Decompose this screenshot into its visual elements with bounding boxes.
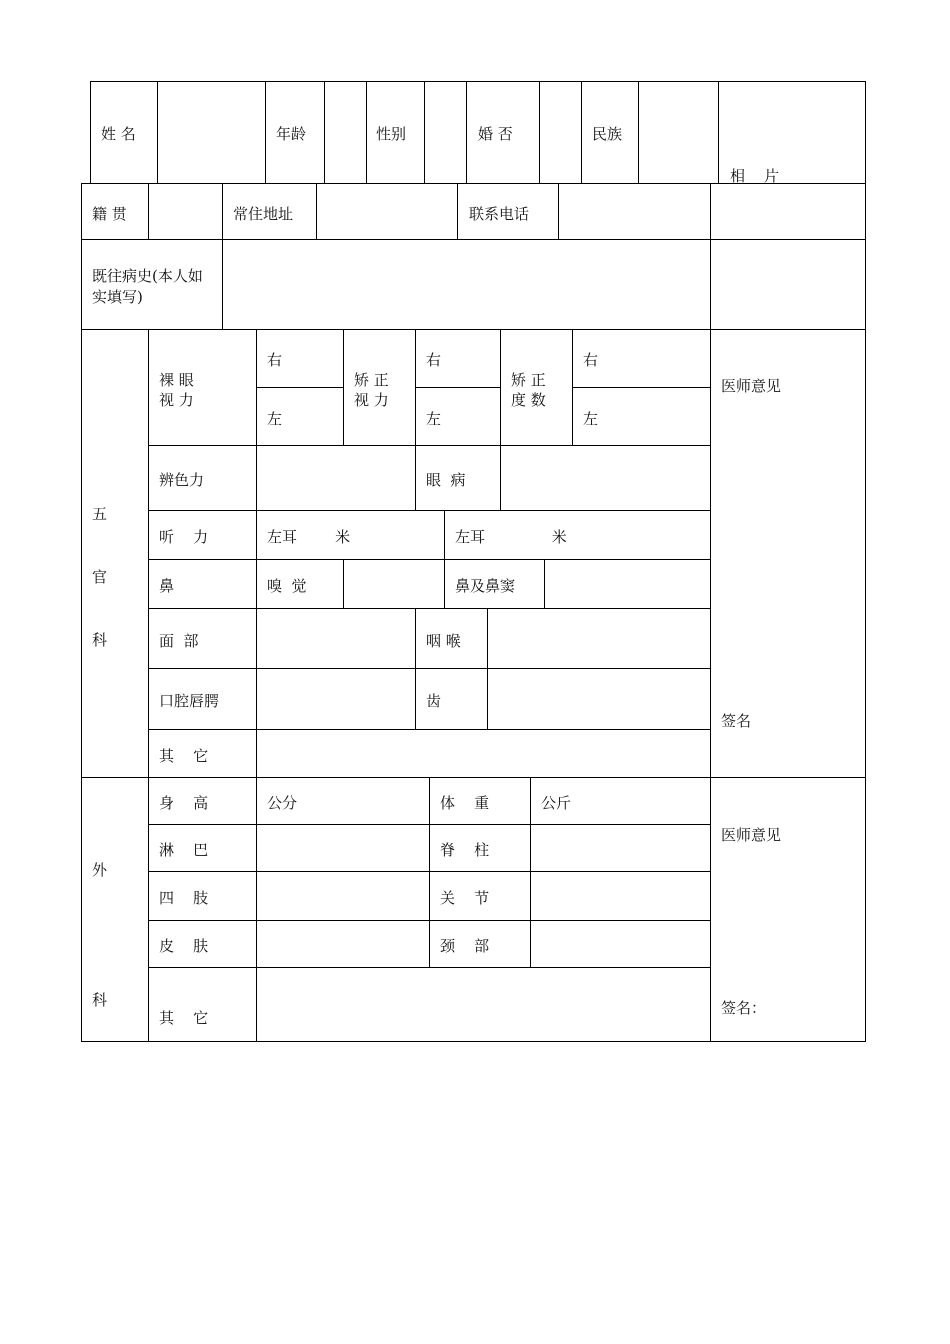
ent-other-label: 其 它: [159, 747, 209, 765]
hearing-left-ear-1: 左耳 米: [267, 528, 351, 546]
correction-degree-label-line2: 度 数: [511, 391, 546, 409]
eye-disease-label: 眼 病: [426, 471, 466, 489]
teeth-label: 齿: [426, 692, 442, 710]
color-vision-value-cell[interactable]: [256, 445, 416, 511]
oral-value-cell[interactable]: [256, 668, 416, 730]
smell-label: 嗅 觉: [267, 577, 307, 595]
color-vision-label: 辨色力: [159, 471, 205, 489]
spine-label: 脊 柱: [440, 841, 490, 859]
surgery-doctor-opinion-label: 医师意见: [721, 826, 782, 844]
naked-vision-label-line1: 裸 眼: [159, 371, 194, 389]
hearing-left-ear-2: 左耳 米: [455, 528, 567, 546]
history-label-line1: 既往病史(本人如: [92, 267, 203, 285]
neck-label: 颈 部: [440, 937, 490, 955]
teeth-value-cell[interactable]: [487, 668, 711, 730]
photo-extension-cell-1: [710, 183, 866, 240]
address-value-cell[interactable]: [316, 183, 458, 240]
throat-value-cell[interactable]: [487, 608, 711, 669]
nasal-sinus-label: 鼻及鼻窦: [455, 577, 516, 595]
photo-label: 相 片: [730, 167, 780, 185]
native-place-value-cell[interactable]: [148, 183, 223, 240]
corrected-vision-label-line1: 矫 正: [354, 371, 389, 389]
joints-label: 关 节: [440, 889, 490, 907]
correction-degree-label-line1: 矫 正: [511, 371, 546, 389]
ent-signature-label: 签名: [721, 712, 752, 730]
history-value-cell[interactable]: [222, 239, 711, 330]
ent-other-value-cell[interactable]: [256, 729, 711, 778]
throat-label: 咽 喉: [426, 632, 461, 650]
joints-value-cell[interactable]: [530, 871, 711, 921]
surgery-other-value-cell[interactable]: [256, 967, 711, 1042]
lymph-value-cell[interactable]: [256, 824, 430, 872]
nose-label: 鼻: [159, 577, 175, 595]
ent-section-char-3: 科: [92, 631, 108, 649]
limbs-value-cell[interactable]: [256, 871, 430, 921]
name-value-cell[interactable]: [157, 81, 266, 184]
height-label: 身 高: [159, 794, 209, 812]
neck-value-cell[interactable]: [530, 920, 711, 968]
limbs-label: 四 肢: [159, 889, 209, 907]
weight-unit: 公斤: [541, 794, 572, 812]
ethnicity-value-cell[interactable]: [638, 81, 719, 184]
weight-label: 体 重: [440, 794, 490, 812]
smell-value-cell[interactable]: [343, 559, 445, 609]
corrected-vision-label-line2: 视 力: [354, 391, 389, 409]
ethnicity-label: 民族: [592, 125, 623, 143]
naked-vision-left-label: 左: [267, 410, 283, 428]
ent-section-char-1: 五: [92, 505, 108, 523]
gender-label: 性别: [376, 125, 407, 143]
surgery-section-char-1: 外: [92, 861, 108, 879]
correction-degree-left-label: 左: [583, 410, 599, 428]
phone-value-cell[interactable]: [558, 183, 711, 240]
naked-vision-label-line2: 视 力: [159, 391, 194, 409]
ent-section-cell: [81, 329, 149, 778]
eye-disease-value-cell[interactable]: [500, 445, 711, 511]
height-unit: 公分: [267, 794, 298, 812]
age-label: 年龄: [276, 125, 307, 143]
native-place-label: 籍 贯: [92, 205, 127, 223]
skin-value-cell[interactable]: [256, 920, 430, 968]
surgery-other-label-cell: [148, 967, 257, 1042]
correction-degree-right-label: 右: [583, 351, 599, 369]
surgery-section-char-2: 科: [92, 991, 108, 1009]
corrected-vision-right-label: 右: [426, 351, 442, 369]
skin-label: 皮 肤: [159, 937, 209, 955]
naked-vision-right-label: 右: [267, 351, 283, 369]
marital-label: 婚 否: [478, 125, 513, 143]
age-value-cell[interactable]: [324, 81, 367, 184]
phone-label: 联系电话: [469, 205, 530, 223]
ent-section-char-2: 官: [92, 568, 108, 586]
surgery-other-label: 其 它: [159, 1009, 209, 1027]
face-value-cell[interactable]: [256, 608, 416, 669]
ent-doctor-opinion-label: 医师意见: [721, 377, 782, 395]
photo-extension-cell-2: [710, 239, 866, 330]
address-label: 常住地址: [233, 205, 294, 223]
spine-value-cell[interactable]: [530, 824, 711, 872]
marital-value-cell[interactable]: [539, 81, 582, 184]
nasal-sinus-value-cell[interactable]: [544, 559, 711, 609]
lymph-label: 淋 巴: [159, 841, 209, 859]
oral-label: 口腔唇腭: [159, 692, 220, 710]
surgery-signature-label: 签名：: [721, 999, 767, 1017]
corrected-vision-left-label: 左: [426, 410, 442, 428]
name-label: 姓 名: [101, 125, 136, 143]
face-label: 面 部: [159, 632, 199, 650]
gender-value-cell[interactable]: [424, 81, 467, 184]
history-label-line2: 实填写): [92, 288, 143, 306]
hearing-label: 听 力: [159, 528, 209, 546]
